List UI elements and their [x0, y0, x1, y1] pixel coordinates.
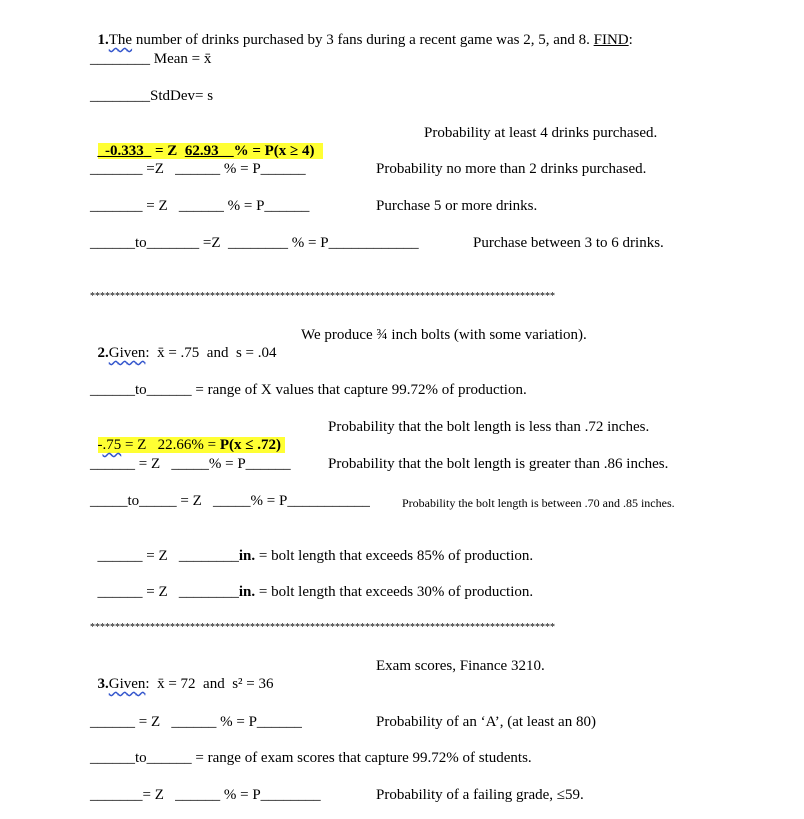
q3-row3: _______= Z ______ % = P________ [90, 787, 321, 803]
q1-number: 1. [97, 32, 109, 48]
q1-row1-prob: __% = P(x ≥ 4) [218, 143, 315, 159]
q2-row3-desc: Probability that the bolt length is greater than .86 inches. [328, 456, 669, 472]
q1-row2: _______ =Z ______ % = P______ [90, 161, 306, 177]
q3-given-word: Given [108, 676, 146, 692]
q1-row1-eq: _ = Z [143, 143, 185, 159]
q2-row4: _____to_____ = Z _____% = P___________ [90, 493, 370, 509]
q2-number: 2. [97, 345, 109, 361]
q2-row6 [90, 565, 533, 601]
q2-row2-z: .75 [102, 437, 122, 453]
q1-row1-desc: Probability at least 4 drinks purchased. [424, 125, 658, 141]
q2-row5 [90, 529, 533, 565]
q2-row2-rest: = Z 22.66% = [121, 437, 220, 453]
q2-given-word: Given [108, 345, 146, 361]
q2-row2-desc: Probability that the bolt length is less than .72 inches. [328, 419, 650, 435]
q1-colon: : [628, 32, 633, 48]
q1-row2-desc: Probability no more than 2 drinks purchased. [376, 161, 647, 177]
q2-row5-desc: = bolt length that exceeds 85% of production. [255, 548, 534, 564]
q1-row3-desc: Purchase 5 or more drinks. [376, 198, 538, 214]
q1-title-word: The [108, 32, 133, 48]
q2-row6-left: ______ = Z ________ [97, 584, 239, 600]
q1-find: FIND [593, 32, 629, 48]
q2-given-desc: We produce ¾ inch bolts (with some variation). [301, 327, 587, 343]
q2-row6-unit: in. [238, 584, 256, 600]
q2-row5-unit: in. [238, 548, 256, 564]
q1-std-line: ________StdDev= s [90, 88, 214, 104]
q1-row4-desc: Purchase between 3 to 6 drinks. [473, 235, 664, 251]
q1-row1-z: -0.333 [105, 143, 144, 159]
q3-given [90, 657, 274, 693]
q2-row2-prob: P(x ≤ .72) [219, 437, 281, 453]
q2-given [90, 326, 277, 362]
q3-row2: ______to______ = range of exam scores that capture 99.72% of students. [90, 750, 532, 766]
divider-1: ********************************************************************************************* [90, 292, 555, 302]
q2-row4-desc: Probability the bolt length is between .70 and .85 inches. [402, 496, 675, 510]
q3-given-rest: : x̄ = 72 and s² = 36 [145, 676, 274, 692]
q1-title [90, 13, 633, 49]
q3-row1: ______ = Z ______ % = P______ [90, 714, 302, 730]
q3-given-desc: Exam scores, Finance 3210. [376, 658, 545, 674]
q1-row1 [90, 124, 323, 160]
q2-row5-left: ______ = Z ________ [97, 548, 239, 564]
q2-row3: ______ = Z _____% = P______ [90, 456, 291, 472]
q3-number: 3. [97, 676, 109, 692]
q1-title-rest: number of drinks purchased by 3 fans during a recent game was 2, 5, and 8. [132, 32, 594, 48]
q1-row1-pct: 62.93 [184, 143, 219, 159]
q3-row3-desc: Probability of a failing grade, ≤59. [376, 787, 584, 803]
q1-row1-lead: _ [97, 143, 105, 159]
q2-row2-lead: - [97, 437, 103, 453]
q2-row6-desc: = bolt length that exceeds 30% of production. [255, 584, 534, 600]
q1-row3: _______ = Z ______ % = P______ [90, 198, 310, 214]
q2-given-rest: : x̄ = .75 and s = .04 [145, 345, 277, 361]
q3-row1-desc: Probability of an ‘A’, (at least an 80) [376, 714, 596, 730]
q1-mean-line: ________ Mean = x̄ [90, 51, 212, 67]
q2-row1: ______to______ = range of X values that capture 99.72% of production. [90, 382, 527, 398]
divider-2: ********************************************************************************************* [90, 623, 555, 633]
q1-row4: ______to_______ =Z ________ % = P____________ [90, 235, 419, 251]
q2-row2 [90, 418, 285, 454]
